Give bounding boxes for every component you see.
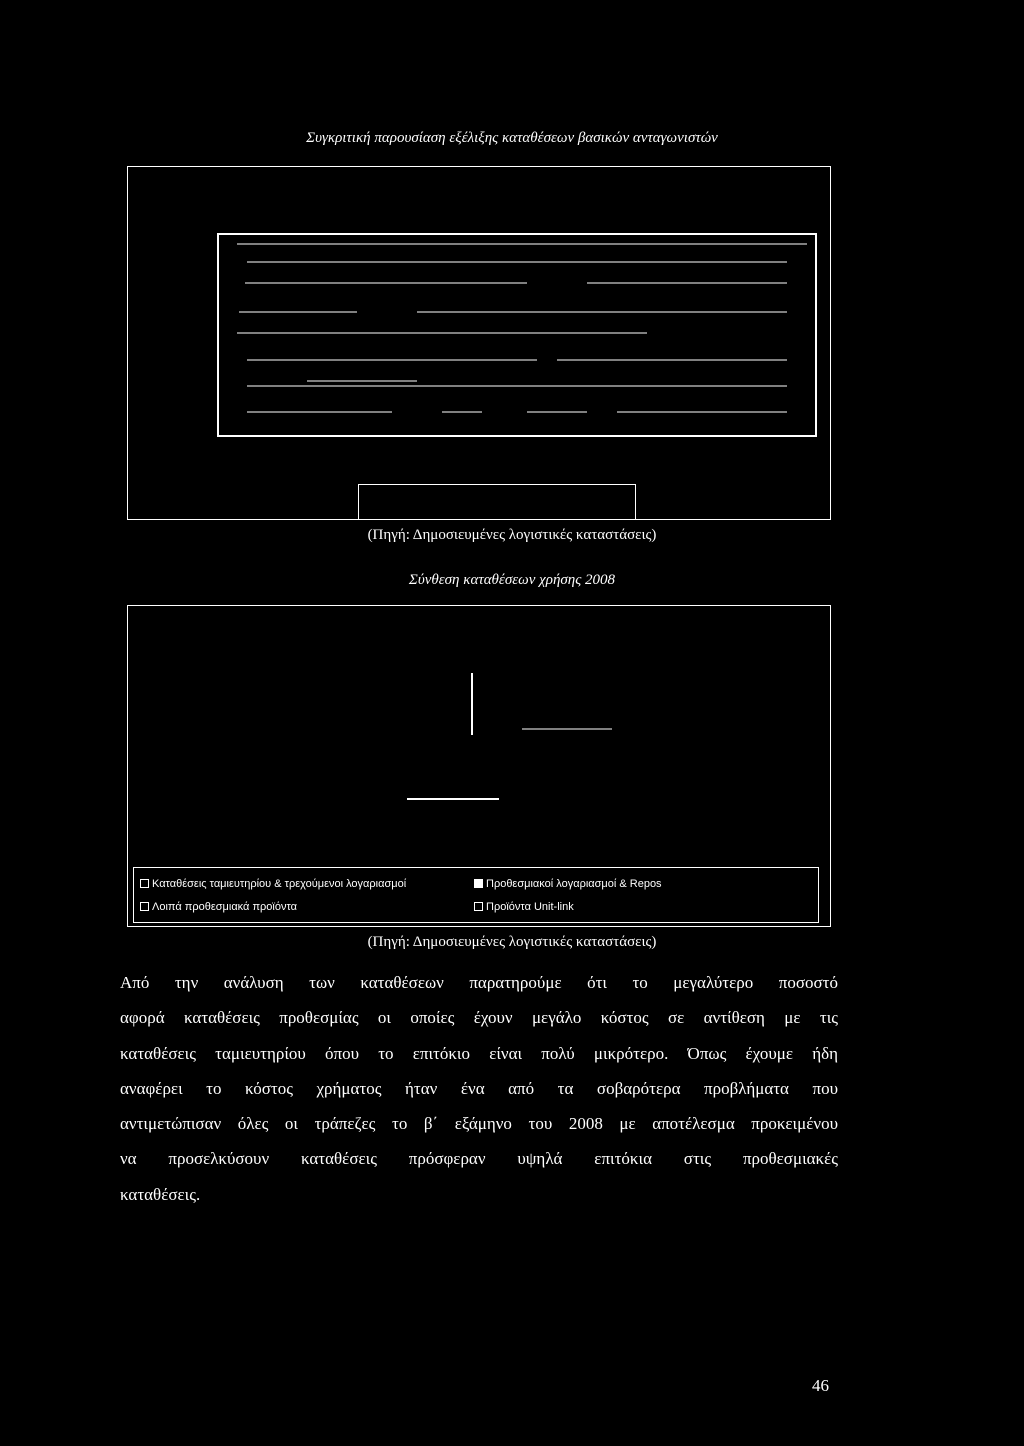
chart1-faint-lines xyxy=(127,166,831,520)
paragraph-line: αντιμετώπισαν όλες οι τράπεζες το β΄ εξάμηνο του 2008 με αποτέλεσμα προκειμένου xyxy=(120,1114,838,1134)
legend-item-savings xyxy=(140,878,406,890)
legend-swatch-filled-icon xyxy=(474,879,483,888)
paragraph-line: καταθέσεις ταμιευτηρίου όπου το επιτόκιο είναι πολύ μικρότερο. Όπως έχουμε ήδη xyxy=(120,1043,838,1063)
chart1-source: (Πηγή: Δημοσιευμένες λογιστικές καταστάσεις) xyxy=(367,527,657,543)
legend-swatch-outline-icon xyxy=(140,902,149,911)
legend-item-other-time-products xyxy=(140,901,297,913)
paragraph-line: αναφέρει το κόστος χρήματος ήταν ένα από τα σοβαρότερα προβλήματα που xyxy=(120,1078,838,1098)
legend-swatch-outline-icon xyxy=(474,902,483,911)
legend-label: Προθεσμιακοί λογαριασμοί & Repos xyxy=(486,878,662,890)
legend-item-unit-link xyxy=(474,901,574,913)
legend-label: Λοιπά προθεσμιακά προϊόντα xyxy=(152,901,298,913)
paragraph-line: Από την ανάλυση των καταθέσεων παρατηρούμε ότι το μεγαλύτερο ποσοστό xyxy=(120,973,838,992)
paragraph-line: να προσελκύσουν καταθέσεις πρόσφεραν υψηλά επιτόκια στις προθεσμιακές xyxy=(120,1149,838,1169)
body-paragraph xyxy=(120,965,838,1212)
legend-swatch-outline-icon xyxy=(140,879,149,888)
chart2-area xyxy=(127,605,831,927)
page-number: 46 xyxy=(812,1376,829,1395)
chart2-source: (Πηγή: Δημοσιευμένες λογιστικές καταστάσεις) xyxy=(367,934,657,950)
legend-label: Προϊόντα Unit-link xyxy=(486,901,574,913)
chart1-area xyxy=(127,166,831,520)
paragraph-line: αφορά καταθέσεις προθεσμίας οι οποίες έχουν μεγάλο κόστος σε αντίθεση με τις xyxy=(120,1008,838,1028)
chart2-title: Σύνθεση καταθέσεων χρήσης 2008 xyxy=(408,572,616,588)
chart1-title: Συγκριτική παρουσίαση εξέλιξης καταθέσεων βασικών ανταγωνιστών xyxy=(306,130,718,146)
legend-item-time-deposits xyxy=(474,878,662,890)
chart1-legend-box xyxy=(358,484,636,520)
paragraph-line: καταθέσεις. xyxy=(120,1184,201,1204)
chart2-legend-box xyxy=(133,867,819,923)
legend-label: Καταθέσεις ταμιευτηρίου & τρεχούμενοι λογαριασμοί xyxy=(152,878,407,890)
